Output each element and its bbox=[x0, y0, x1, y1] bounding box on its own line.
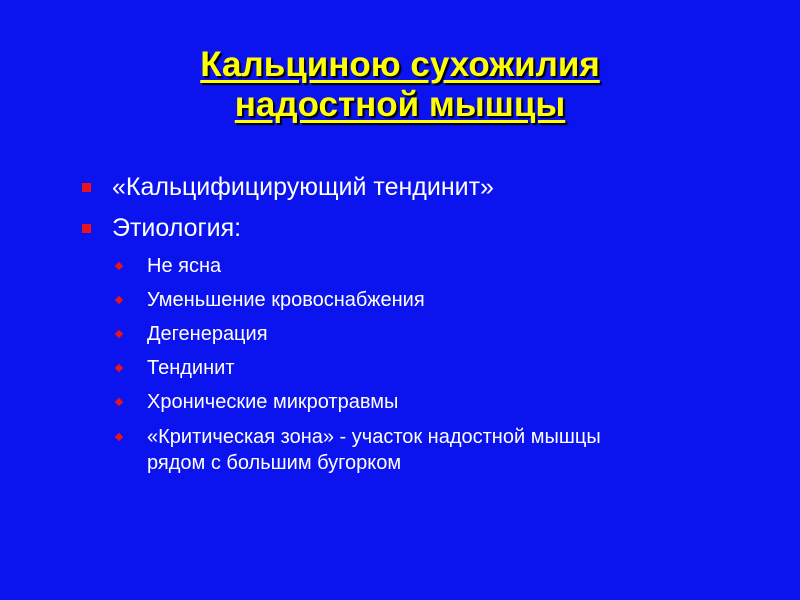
slide-title-line-1: Кальциною сухожилия bbox=[200, 45, 600, 84]
bullet-text: «Кальцифицирующий тендинит» bbox=[112, 173, 494, 201]
diamond-bullet-icon bbox=[115, 330, 123, 338]
diamond-bullet-icon bbox=[115, 433, 123, 441]
diamond-bullet-icon bbox=[115, 364, 123, 372]
sub-bullet-text: «Критическая зона» - участок надостной мышцы bbox=[147, 426, 601, 448]
sub-bullet-text: рядом с большим бугорком bbox=[147, 452, 402, 474]
diamond-bullet-icon bbox=[115, 398, 123, 406]
square-bullet-icon bbox=[82, 224, 91, 233]
sub-bullet-text: Дегенерация bbox=[147, 323, 268, 345]
diamond-bullet-icon bbox=[115, 262, 123, 270]
diamond-bullet-icon bbox=[115, 296, 123, 304]
slide-title bbox=[0, 45, 800, 125]
sub-bullet-text: Хронические микротравмы bbox=[147, 391, 399, 413]
square-bullet-icon bbox=[82, 183, 91, 192]
bullet-text: Этиология: bbox=[112, 214, 242, 242]
sub-bullet-text: Не ясна bbox=[147, 255, 222, 277]
slide-title-line-2: надостной мышцы bbox=[234, 85, 566, 124]
sub-bullet-text: Тендинит bbox=[147, 357, 235, 379]
sub-bullet-text: Уменьшение кровоснабжения bbox=[147, 289, 425, 311]
